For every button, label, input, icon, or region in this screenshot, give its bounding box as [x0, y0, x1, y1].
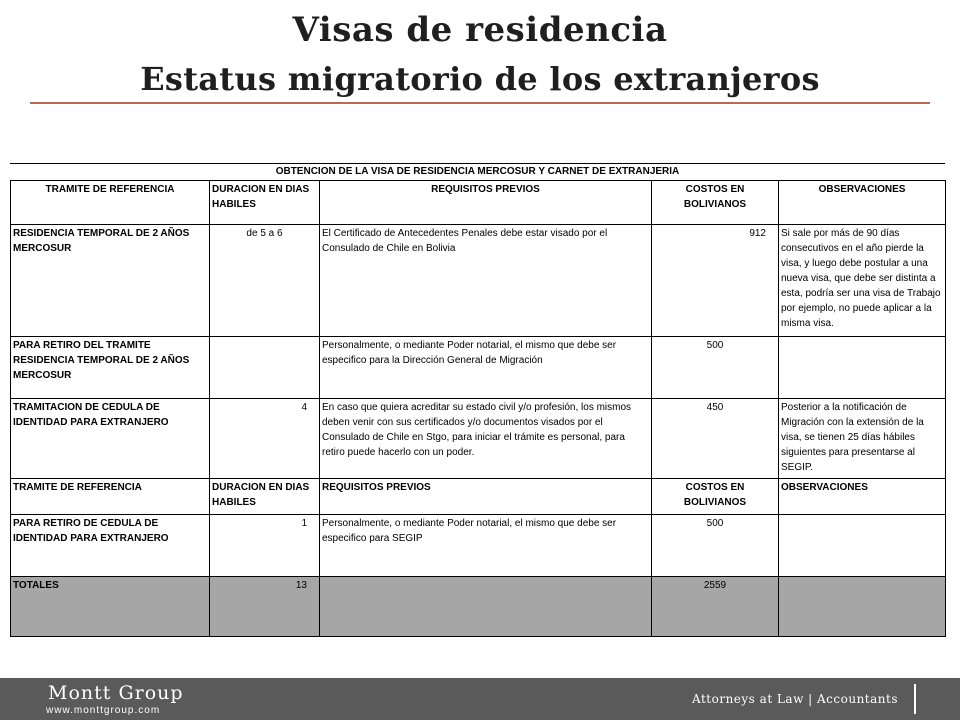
table-row	[11, 337, 946, 399]
footer-divider	[914, 684, 916, 714]
cell-costo: 912	[652, 225, 779, 337]
cell-requisitos: En caso que quiera acreditar su estado civil y/o profesión, los mismos deben venir con sus certificados y/o documentos visados por el Consulado de Chile en Stgo, para iniciar el trámite es personal, para retiro puede hacerlo con un poder.	[320, 399, 652, 479]
cell-duracion	[210, 337, 320, 399]
cell-requisitos: El Certificado de Antecedentes Penales debe estar visado por el Consulado de Chile en Bolivia	[320, 225, 652, 337]
page-subtitle: Estatus migratorio de los extranjeros	[140, 60, 820, 98]
totals-label: TOTALES	[11, 577, 210, 637]
cell-duracion: de 5 a 6	[210, 225, 320, 337]
totals-costo: 2559	[652, 577, 779, 637]
table-row	[11, 225, 946, 337]
footer-tagline: Attorneys at Law | Accountants	[692, 692, 898, 706]
table-header-row-repeat	[11, 479, 946, 515]
cell-costo: 500	[652, 515, 779, 577]
cell-costo: 450	[652, 399, 779, 479]
header-duracion: DURACION EN DIAS HABILES	[210, 181, 320, 225]
header-requisitos: REQUISITOS PREVIOS	[320, 181, 652, 225]
table-caption: OBTENCION DE LA VISA DE RESIDENCIA MERCOSUR Y CARNET DE EXTRANJERIA	[10, 163, 945, 180]
cell-observaciones	[779, 515, 946, 577]
header-duracion: DURACION EN DIAS HABILES	[210, 479, 320, 515]
header-observaciones: OBSERVACIONES	[779, 181, 946, 225]
cell-costo: 500	[652, 337, 779, 399]
cell-observaciones: Posterior a la notificación de Migración con la extensión de la visa, se tienen 25 días hábiles siguientes para presentarse al SEGIP.	[779, 399, 946, 479]
cell-tramite: PARA RETIRO DEL TRAMITE RESIDENCIA TEMPORAL DE 2 AÑOS MERCOSUR	[11, 337, 210, 399]
cell-tramite: TRAMITACION DE CEDULA DE IDENTIDAD PARA EXTRANJERO	[11, 399, 210, 479]
cell-tramite: PARA RETIRO DE CEDULA DE IDENTIDAD PARA EXTRANJERO	[11, 515, 210, 577]
footer-website: www.monttgroup.com	[46, 705, 161, 716]
header-requisitos: REQUISITOS PREVIOS	[320, 479, 652, 515]
cell-duracion: 4	[210, 399, 320, 479]
table-row	[11, 515, 946, 577]
cell-duracion: 1	[210, 515, 320, 577]
page-title: Visas de residencia	[292, 10, 668, 50]
header-costos: COSTOS EN BOLIVIANOS	[652, 181, 779, 225]
header-costos: COSTOS EN BOLIVIANOS	[652, 479, 779, 515]
cell-observaciones: Si sale por más de 90 días consecutivos en el año pierde la visa, y luego debe postular a una nueva visa, que debe ser distinta a esta, podría ser una visa de Trabajo por ejemplo, no puede aplicar a la misma visa.	[779, 225, 946, 337]
table-header-row	[11, 181, 946, 225]
header-tramite: TRAMITE DE REFERENCIA	[11, 479, 210, 515]
header-tramite: TRAMITE DE REFERENCIA	[11, 181, 210, 225]
totals-requisitos-empty	[320, 577, 652, 637]
header-observaciones: OBSERVACIONES	[779, 479, 946, 515]
cell-tramite: RESIDENCIA TEMPORAL DE 2 AÑOS MERCOSUR	[11, 225, 210, 337]
totals-row	[11, 577, 946, 637]
footer-brand-logo: Montt Group	[48, 682, 184, 704]
totals-duracion: 13	[210, 577, 320, 637]
title-divider	[30, 102, 930, 104]
table-row	[11, 399, 946, 479]
footer-bar	[0, 678, 960, 720]
visa-requirements-table	[10, 180, 946, 637]
cell-observaciones	[779, 337, 946, 399]
totals-observaciones-empty	[779, 577, 946, 637]
visa-table-section	[10, 163, 945, 637]
cell-requisitos: Personalmente, o mediante Poder notarial, el mismo que debe ser especifico para SEGIP	[320, 515, 652, 577]
cell-requisitos: Personalmente, o mediante Poder notarial, el mismo que debe ser especifico para la Dirección General de Migración	[320, 337, 652, 399]
